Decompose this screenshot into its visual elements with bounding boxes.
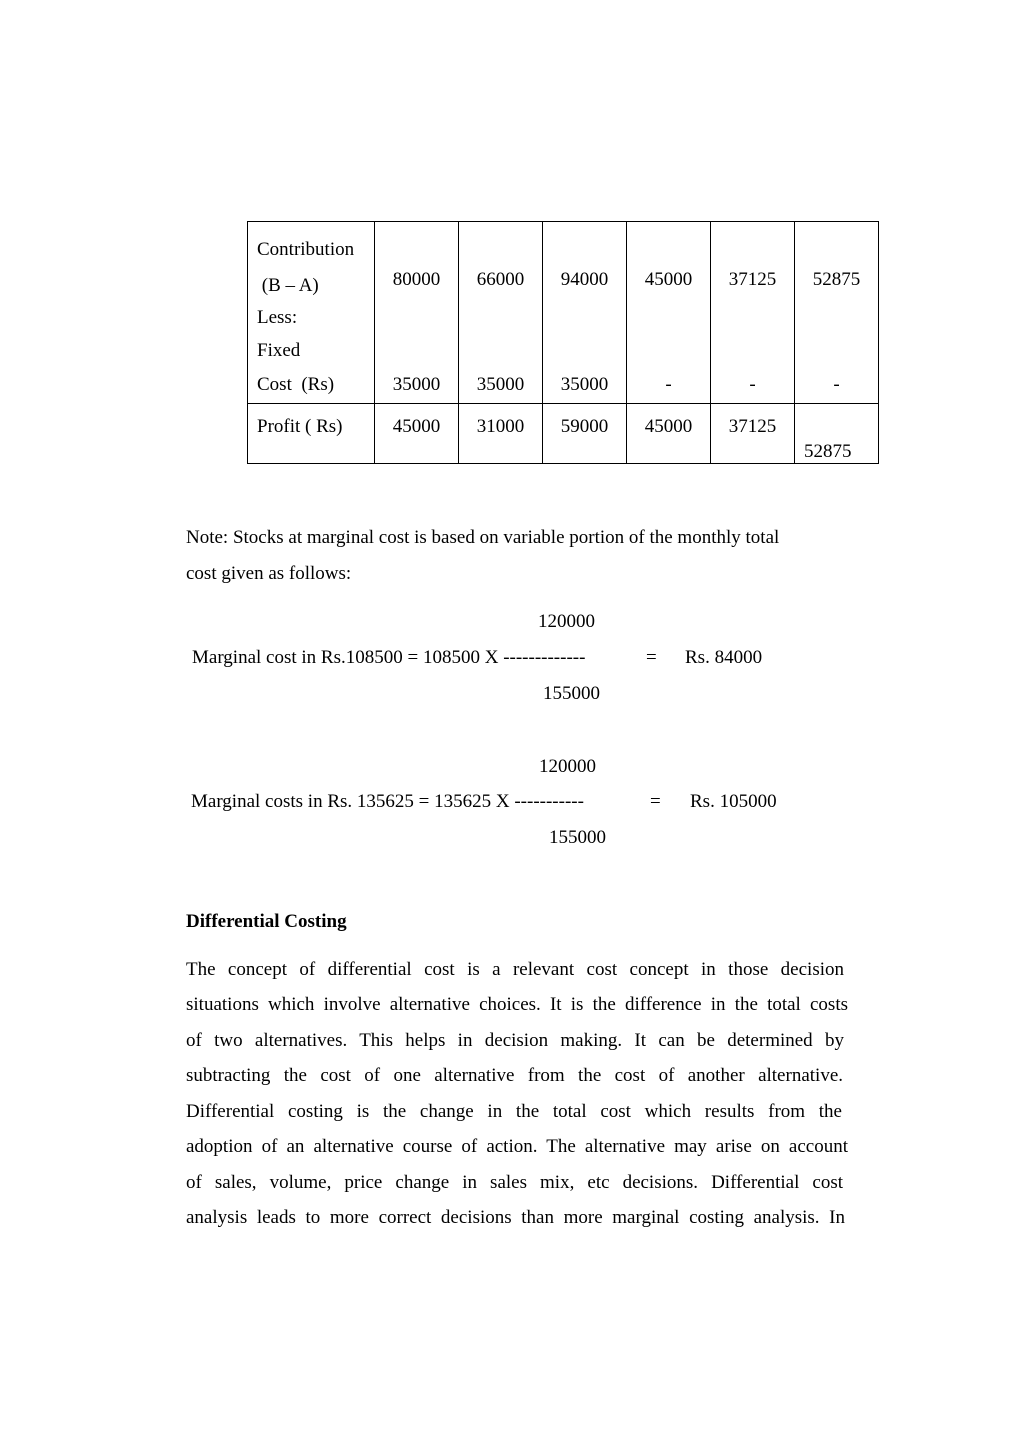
profit-value: 59000 — [560, 416, 609, 437]
table-cell — [543, 222, 627, 404]
table-cell — [711, 222, 795, 404]
table-cell — [627, 222, 711, 404]
table-cell — [543, 404, 627, 464]
row-label-line: Contribution — [257, 239, 355, 260]
formula-denominator: 155000 — [543, 683, 600, 704]
formula-expression: Marginal costs in Rs. 135625 = 135625 X ----------- — [191, 791, 584, 812]
formula-result: Rs. 105000 — [690, 791, 777, 812]
paragraph-line: adoption of an alternative course of action. The alternative may arise on account — [186, 1136, 848, 1157]
table-cell — [795, 222, 879, 404]
contribution-value: 80000 — [392, 269, 441, 290]
contribution-value: 94000 — [560, 269, 609, 290]
cost-table — [247, 221, 879, 464]
fixed-cost-value: - — [665, 374, 672, 395]
table-cell — [459, 404, 543, 464]
fixed-cost-value: - — [749, 374, 756, 395]
profit-value: 31000 — [476, 416, 525, 437]
fixed-cost-value: 35000 — [476, 374, 525, 395]
table-cell — [375, 404, 459, 464]
row-label-cell — [248, 222, 375, 404]
formula-equals: = — [646, 647, 657, 668]
contribution-value: 66000 — [476, 269, 525, 290]
table-cell — [795, 404, 879, 464]
contribution-value: 45000 — [644, 269, 693, 290]
paragraph-line: of sales, volume, price change in sales mix, etc decisions. Differential cost — [186, 1172, 843, 1193]
row-label-line: (B – A) — [257, 275, 319, 296]
formula-expression: Marginal cost in Rs.108500 = 108500 X ------------- — [192, 647, 586, 668]
paragraph-line: The concept of differential cost is a relevant cost concept in those decision — [186, 959, 844, 980]
formula-numerator: 120000 — [539, 756, 596, 777]
paragraph-line: Differential costing is the change in the total cost which results from the — [186, 1101, 842, 1122]
formula-denominator: 155000 — [549, 827, 606, 848]
formula-equals: = — [650, 791, 661, 812]
table-cell — [627, 404, 711, 464]
table-cell — [375, 222, 459, 404]
fixed-cost-value: 35000 — [560, 374, 609, 395]
row-label-line: Fixed — [257, 340, 301, 361]
section-heading: Differential Costing — [186, 911, 347, 932]
paragraph-line: subtracting the cost of one alternative from the cost of another alternative. — [186, 1065, 843, 1086]
formula-numerator: 120000 — [538, 611, 595, 632]
table-cell — [711, 404, 795, 464]
note-line: cost given as follows: — [186, 563, 352, 584]
profit-value: 45000 — [392, 416, 441, 437]
profit-value: 52875 — [804, 441, 852, 462]
paragraph-line: situations which involve alternative choices. It is the difference in the total costs — [186, 994, 848, 1015]
fixed-cost-value: 35000 — [392, 374, 441, 395]
row-label-line: Less: — [257, 307, 298, 328]
fixed-cost-value: - — [833, 374, 840, 395]
row-label-cell — [248, 404, 375, 464]
table-cell — [459, 222, 543, 404]
contribution-value: 37125 — [728, 269, 777, 290]
paragraph-line: of two alternatives. This helps in decision making. It can be determined by — [186, 1030, 844, 1051]
table-row-profit — [248, 404, 879, 464]
paragraph-line: analysis leads to more correct decisions than more marginal costing analysis. In — [186, 1207, 845, 1228]
row-label-line: Cost (Rs) — [257, 374, 335, 395]
profit-value: 37125 — [728, 416, 777, 437]
row-label: Profit ( Rs) — [257, 416, 343, 437]
profit-value: 45000 — [644, 416, 693, 437]
formula-result: Rs. 84000 — [685, 647, 763, 668]
table-row-contribution — [248, 222, 879, 404]
contribution-value: 52875 — [812, 269, 861, 290]
note-line: Note: Stocks at marginal cost is based on variable portion of the monthly total — [186, 527, 780, 548]
